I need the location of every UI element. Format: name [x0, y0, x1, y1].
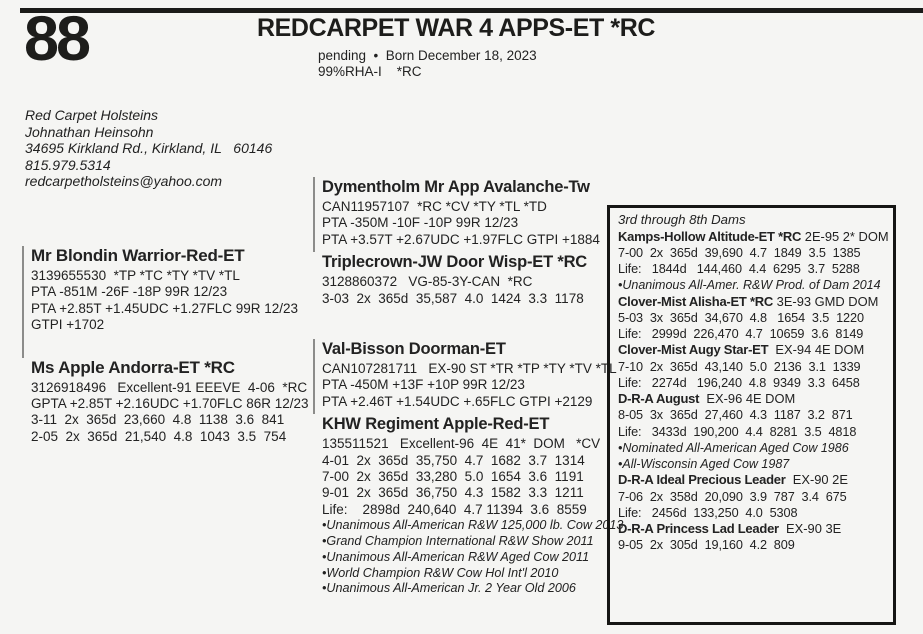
dam4-name-line: [618, 294, 890, 310]
birth-info-line: pending • Born December 18, 2023: [318, 48, 537, 63]
dam4-score: 3E-93 GMD DOM: [773, 293, 879, 309]
dam5-name-line: [618, 342, 890, 358]
dam3-award: •Unanimous All-Amer. R&W Prod. of Dam 2014: [618, 278, 881, 293]
dam-dam-award: •Unanimous All-American Jr. 2 Year Old 2006: [322, 581, 576, 596]
consignor-email: redcarpetholsteins@yahoo.com: [25, 173, 223, 190]
dam6-score: EX-96 4E DOM: [699, 391, 796, 406]
dam5-score: EX-94 4E DOM: [768, 342, 865, 358]
dam3-score: 2E-95 2* DOM: [801, 228, 889, 244]
dam7-record-line: 7-06 2x 358d 20,090 3.9 787 3.4 675: [618, 489, 847, 504]
sire-block: [22, 246, 314, 358]
column-gap: [313, 307, 609, 339]
sire-dam-name: Triplecrown-JW Door Wisp-ET *RC: [322, 253, 587, 272]
dam4-record-line: 5-03 3x 365d 34,670 4.8 1654 3.5 1220: [618, 310, 864, 325]
dam-dam-award: •World Champion R&W Cow Hol Int'l 2010: [322, 565, 559, 580]
dam7-score: EX-90 2E: [785, 472, 848, 488]
further-dams-heading: 3rd through 8th Dams: [618, 212, 746, 227]
sire-dam-id-line: 3128860372 VG-85-3Y-CAN *RC: [322, 274, 533, 290]
pedigree-parents-column: [22, 246, 314, 445]
dam8-score: EX-90 3E: [778, 521, 842, 536]
consignor-phone: 815.979.5314: [25, 156, 111, 173]
dam-dam-award: •Grand Champion International R&W Show 2011: [322, 534, 594, 549]
dam6-award: •All-Wisconsin Aged Cow 1987: [618, 457, 790, 471]
dam7-name-line: [618, 472, 890, 488]
sire-pta-line: PTA -851M -26F -18P 99R 12/23: [31, 284, 228, 300]
lot-number: 88: [24, 4, 89, 74]
consignor-person-name: Johnathan Heinsohn: [25, 123, 154, 140]
pedigree-grandparents-column: [313, 177, 624, 597]
sire-name: Mr Blondin Warrior-Red-ET: [31, 246, 245, 265]
sire-sire-name: Dymentholm Mr App Avalanche-Tw: [322, 178, 590, 196]
consignor-block: [25, 107, 272, 190]
dam-record-line: 2-05 2x 365d 21,540 4.8 1043 3.5 754: [31, 428, 287, 444]
dam3-record-line: 7-00 2x 365d 39,690 4.7 1849 3.5 1385: [618, 245, 861, 260]
dam5-life-line: Life: 2274d 196,240 4.8 9349 3.3 6458: [618, 375, 860, 390]
animal-name-title: REDCARPET WAR 4 APPS-ET *RC: [257, 14, 656, 42]
dam-sire-type-line: PTA +2.46T +1.54UDC +.65FLC GTPI +2129: [322, 393, 593, 409]
dam6-record-line: 8-05 3x 365d 27,460 4.3 1187 3.2 871: [618, 408, 853, 423]
dam7-life-line: Life: 2456d 133,250 4.0 5308: [618, 505, 798, 520]
dam4-name: Clover-Mist Alisha-ET *RC: [618, 293, 774, 309]
dam8-record-line: 9-05 2x 305d 19,160 4.2 809: [618, 538, 795, 553]
sire-dam-record-line: 3-03 2x 365d 35,587 4.0 1424 3.3 1178: [322, 290, 584, 306]
dam8-name: D-R-A Princess Lad Leader: [618, 521, 779, 536]
dam-dam-record-line: 7-00 2x 365d 33,280 5.0 1654 3.6 1191: [322, 469, 584, 485]
dam-sire-name: Val-Bisson Doorman-ET: [322, 340, 506, 359]
sire-id-line: 3139655530 *TP *TC *TY *TV *TL: [31, 268, 240, 283]
sire-dam-block: [313, 252, 609, 307]
top-rule: [20, 8, 923, 13]
dam-dam-life-line: Life: 2898d 240,640 4.7 11394 3.6 8559: [322, 501, 587, 517]
dam3-name: Kamps-Hollow Altitude-ET *RC: [618, 228, 802, 244]
dam6-life-line: Life: 3433d 190,200 4.4 8281 3.5 4818: [618, 424, 857, 439]
dam-dam-name: KHW Regiment Apple-Red-ET: [322, 415, 550, 434]
sire-sire-id-line: CAN11957107 *RC *CV *TY *TL *TD: [322, 199, 547, 214]
further-dams-box: [607, 205, 896, 625]
dam5-record-line: 7-10 2x 365d 43,140 5.0 2136 3.1 1339: [618, 359, 861, 374]
consignor-address: 34695 Kirkland Rd., Kirkland, IL 60146: [25, 140, 273, 157]
dam-record-line: 3-11 2x 365d 23,660 4.8 1138 3.6 841: [31, 412, 285, 428]
dam8-name-line: [618, 521, 890, 537]
dam-dam-id-line: 135511521 Excellent-96 4E 41* DOM *CV: [322, 436, 601, 452]
dam3-name-line: [618, 229, 890, 245]
dam-sire-pta-line: PTA -450M +13F +10P 99R 12/23: [322, 377, 525, 393]
rha-line: 99%RHA-I *RC: [318, 64, 422, 79]
dam6-award: •Nominated All-American Aged Cow 1986: [618, 440, 849, 455]
sire-sire-block: [313, 177, 609, 252]
sire-sire-type-line: PTA +3.57T +2.67UDC +1.97FLC GTPI +1884: [322, 231, 600, 247]
dam7-name: D-R-A Ideal Precious Leader: [618, 472, 786, 488]
dam-name: Ms Apple Andorra-ET *RC: [31, 357, 235, 377]
sire-gtpi-line: GTPI +1702: [31, 317, 105, 333]
dam-dam-award: •Unanimous All-American R&W 125,000 lb. Cow 2013: [322, 518, 624, 533]
dam-sire-id-line: CAN107281711 EX-90 ST *TR *TP *TY *TV *TL: [322, 361, 617, 377]
dam-dam-award: •Unanimous All-American R&W Aged Cow 2011: [322, 549, 590, 564]
dam4-life-line: Life: 2999d 226,470 4.7 10659 3.6 8149: [618, 327, 864, 341]
dam-dam-block: [313, 414, 624, 597]
dam-id-line: 3126918496 Excellent-91 EEEVE 4-06 *RC: [31, 379, 308, 395]
dam-sire-block: [313, 339, 617, 414]
dam6-name: D-R-A August: [618, 391, 700, 406]
dam-gpta-line: GPTA +2.85T +2.16UDC +1.70FLC 86R 12/23: [31, 396, 309, 412]
consignor-farm-name: Red Carpet Holsteins: [25, 107, 159, 123]
sire-sire-pta-line: PTA -350M -10F -10P 99R 12/23: [322, 215, 519, 231]
dam-dam-record-line: 4-01 2x 365d 35,750 4.7 1682 3.7 1314: [322, 452, 585, 468]
sire-type-line: PTA +2.85T +1.45UDC +1.27FLC 99R 12/23: [31, 300, 299, 316]
dam5-name: Clover-Mist Augy Star-ET: [618, 342, 769, 358]
dam-dam-record-line: 9-01 2x 365d 36,750 4.3 1582 3.3 1211: [322, 485, 584, 501]
dam6-name-line: [618, 391, 890, 407]
dam-block: [22, 358, 314, 446]
dam3-life-line: Life: 1844d 144,460 4.4 6295 3.7 5288: [618, 262, 860, 276]
